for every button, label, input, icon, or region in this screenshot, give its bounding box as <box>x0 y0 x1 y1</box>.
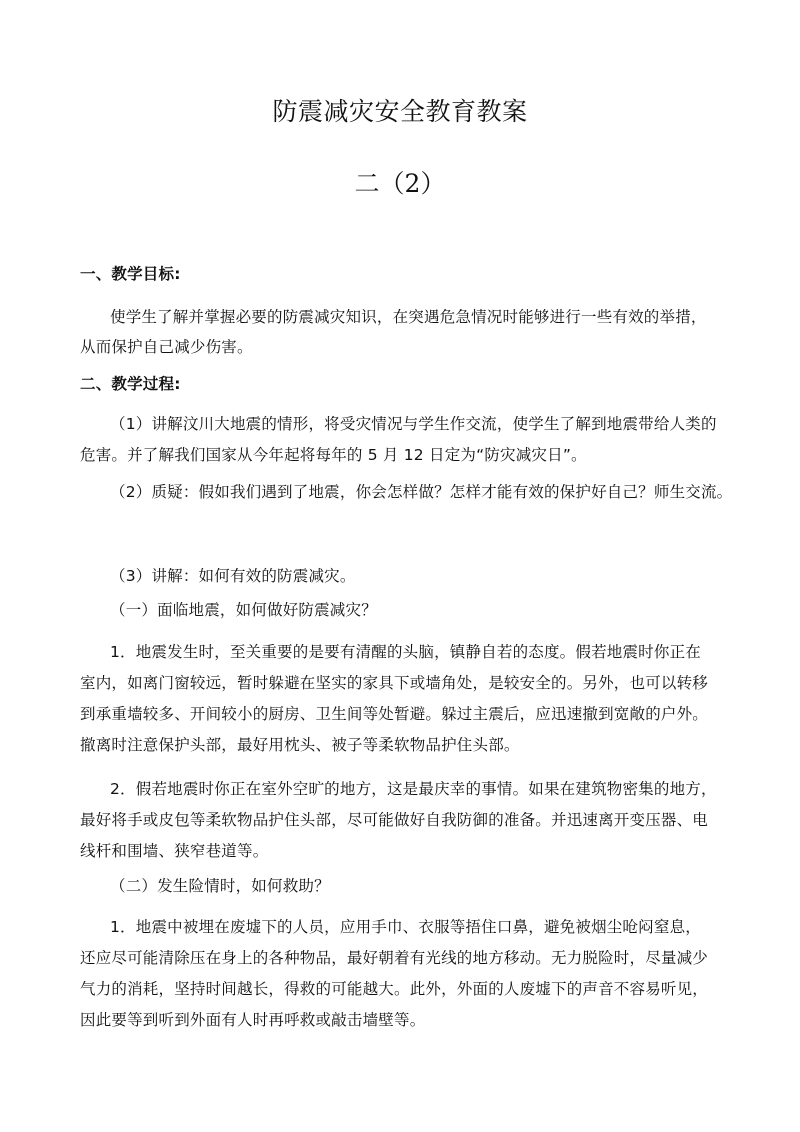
item3-line: 因此要等到听到外面有人时再呼救或敲击墙壁等。 <box>80 1011 426 1029</box>
section1-heading: 一、教学目标: <box>80 265 181 283</box>
item3-line: 1．地震中被埋在废墟下的人员，应用手巾、衣服等捂住口鼻，避免被烟尘呛闷窒息， <box>110 918 701 936</box>
item2-line: 2．假若地震时你正在室外空旷的地方，这是最庆幸的事情。如果在建筑物密集的地方， <box>110 780 717 798</box>
item1-line: 撤离时注意保护头部，最好用枕头、被子等柔软物品护住头部。 <box>80 736 520 754</box>
item1-line: 到承重墙较多、开间较小的厨房、卫生间等处暂避。躲过主震后，应迅速撤到宽敞的户外。 <box>80 705 709 723</box>
section2-p1-line: 危害。并了解我们国家从今年起将每年的 5 月 12 日定为“防灾减灾日”。 <box>80 446 587 464</box>
item1-line: 室内，如离门窗较远，暂时躲避在坚实的家具下或墙角处，是较安全的。另外，也可以转移 <box>80 674 709 692</box>
section2-heading: 二、教学过程: <box>80 375 181 393</box>
section1-line: 使学生了解并掌握必要的防震减灾知识，在突遇危急情况时能够进行一些有效的举措， <box>110 308 707 326</box>
section2-p1-line: （1）讲解汶川大地震的情形，将受灾情况与学生作交流，使学生了解到地震带给人类的 <box>110 415 717 433</box>
item2-line: 最好将手或皮包等柔软物品护住头部，尽可能做好自我防御的准备。并迅速离开变压器、电 <box>80 811 709 829</box>
item2-line: 线杆和围墙、狭窄巷道等。 <box>80 842 269 860</box>
document-title: 防震减灾安全教育教案 <box>272 97 528 126</box>
section2-p2: （2）质疑：假如我们遇到了地震，你会怎样做？怎样才能有效的保护好自己？师生交流。 <box>110 483 733 501</box>
subsection2-heading: （二）发生险情时，如何救助？ <box>110 877 330 895</box>
subsection1-heading: （一）面临地震，如何做好防震减灾？ <box>110 601 377 619</box>
item1-line: 1．地震发生时，至关重要的是要有清醒的头脑，镇静自若的态度。假若地震时你正在 <box>110 643 701 661</box>
section1-line: 从而保护自己减少伤害。 <box>80 338 253 356</box>
section2-p3: （3）讲解：如何有效的防震减灾。 <box>110 567 356 585</box>
item3-line: 还应尽可能清除压在身上的各种物品，最好朝着有光线的地方移动。无力脱险时，尽量减少 <box>80 949 709 967</box>
document-subtitle: 二（2） <box>354 169 446 198</box>
item3-line: 气力的消耗，坚持时间越长，得救的可能越大。此外，外面的人废墟下的声音不容易听见， <box>80 980 709 998</box>
